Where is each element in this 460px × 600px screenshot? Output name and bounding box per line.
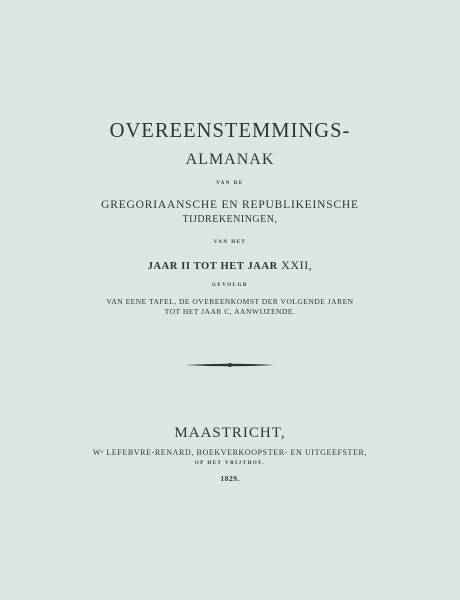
connector-van-het: VAN HET	[213, 240, 247, 245]
description-line-2: TOT HET JAAR C, AANWIJZENDE.	[164, 307, 296, 316]
imprint-publisher: Wᵉ LEFEBVRE-RENARD, BOEKVERKOOPSTER- EN UITGEEFSTER,	[92, 448, 368, 457]
imprint-year: 1829.	[220, 474, 240, 483]
description-line-1: VAN EENE TAFEL, DE OVEREENKOMST DER VOLGENDE JAREN	[106, 297, 354, 306]
year-span-text: JAAR II TOT HET JAAR	[147, 261, 282, 272]
calendars-line-1: GREGORIAANSCHE EN REPUBLIKEINSCHE	[101, 199, 359, 211]
year-span-roman: XXII,	[281, 258, 313, 272]
title-line-2: ALMANAK	[185, 151, 275, 168]
connector-gevolgd: GEVOLGD	[212, 283, 248, 288]
calendars-line-2: TIJDREKENINGEN,	[182, 214, 278, 225]
ornamental-rule	[185, 360, 275, 370]
imprint-city: MAASTRICHT,	[174, 425, 286, 441]
title-line-1: OVEREENSTEMMINGS-	[109, 118, 351, 142]
year-span	[0, 258, 460, 273]
imprint-address: OP HET VRIJTHOF.	[194, 461, 266, 466]
connector-van-de: VAN DE	[216, 181, 244, 186]
